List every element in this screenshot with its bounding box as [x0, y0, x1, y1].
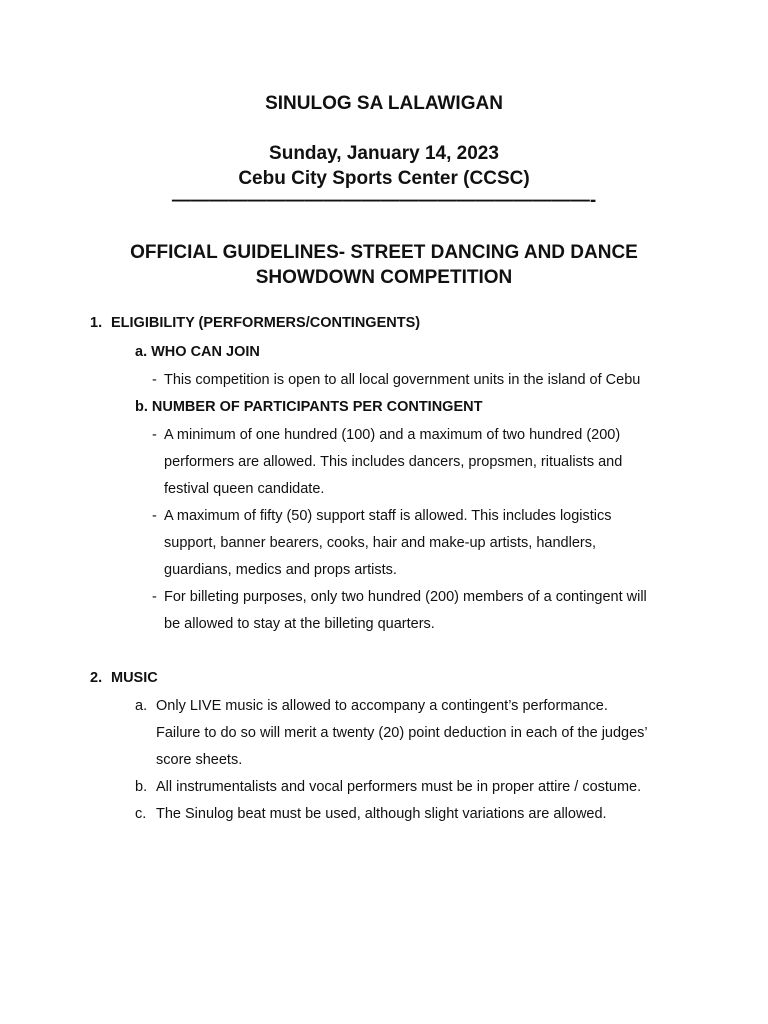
list-item-line: performers are allowed. This includes dancers, propsmen, ritualists and [164, 454, 623, 470]
section-number: 2. [90, 670, 103, 686]
section-heading-music: MUSIC [111, 670, 158, 686]
list-item-line: A maximum of fifty (50) support staff is allowed. This includes logistics [164, 508, 612, 524]
list-item-line: score sheets. [156, 752, 243, 768]
list-bullet: - [152, 508, 157, 524]
list-item-line: A minimum of one hundred (100) and a maximum of two hundred (200) [164, 427, 621, 443]
document-title-line-1: OFFICIAL GUIDELINES- STREET DANCING AND DANCE [130, 242, 638, 263]
list-item-line: All instrumentalists and vocal performers must be in proper attire / costume. [156, 779, 642, 795]
list-item-line: guardians, medics and props artists. [164, 562, 397, 578]
list-item-line: This competition is open to all local government units in the island of Cebu [164, 372, 641, 388]
list-bullet: - [152, 427, 157, 443]
list-letter: c. [135, 806, 147, 822]
separator-line: ——————————————————————- [171, 190, 597, 211]
document-title [0, 240, 768, 290]
event-venue: Cebu City Sports Center (CCSC) [238, 168, 530, 189]
list-item-line: Failure to do so will merit a twenty (20) point deduction in each of the judges’ [156, 725, 648, 741]
section-heading-eligibility: ELIGIBILITY (PERFORMERS/CONTINGENTS) [111, 315, 421, 331]
list-item-line: Only LIVE music is allowed to accompany a contingent’s performance. [156, 698, 608, 714]
list-bullet: - [152, 372, 157, 388]
subsection-heading-who-can-join: a. WHO CAN JOIN [135, 344, 260, 360]
list-item-line: festival queen candidate. [164, 481, 325, 497]
event-date: Sunday, January 14, 2023 [269, 143, 499, 164]
event-title: SINULOG SA LALAWIGAN [265, 93, 503, 114]
document-title-line-2: SHOWDOWN COMPETITION [255, 267, 513, 288]
subsection-heading-participants: b. NUMBER OF PARTICIPANTS PER CONTINGENT [135, 399, 483, 415]
list-item-line: be allowed to stay at the billeting quarters. [164, 616, 435, 632]
list-item-line: For billeting purposes, only two hundred (200) members of a contingent will [164, 589, 647, 605]
list-item-line: support, banner bearers, cooks, hair and make-up artists, handlers, [164, 535, 597, 551]
list-letter: a. [135, 698, 148, 714]
list-bullet: - [152, 589, 157, 605]
list-letter: b. [135, 779, 148, 795]
list-item-line: The Sinulog beat must be used, although slight variations are allowed. [156, 806, 607, 822]
section-number: 1. [90, 315, 103, 331]
